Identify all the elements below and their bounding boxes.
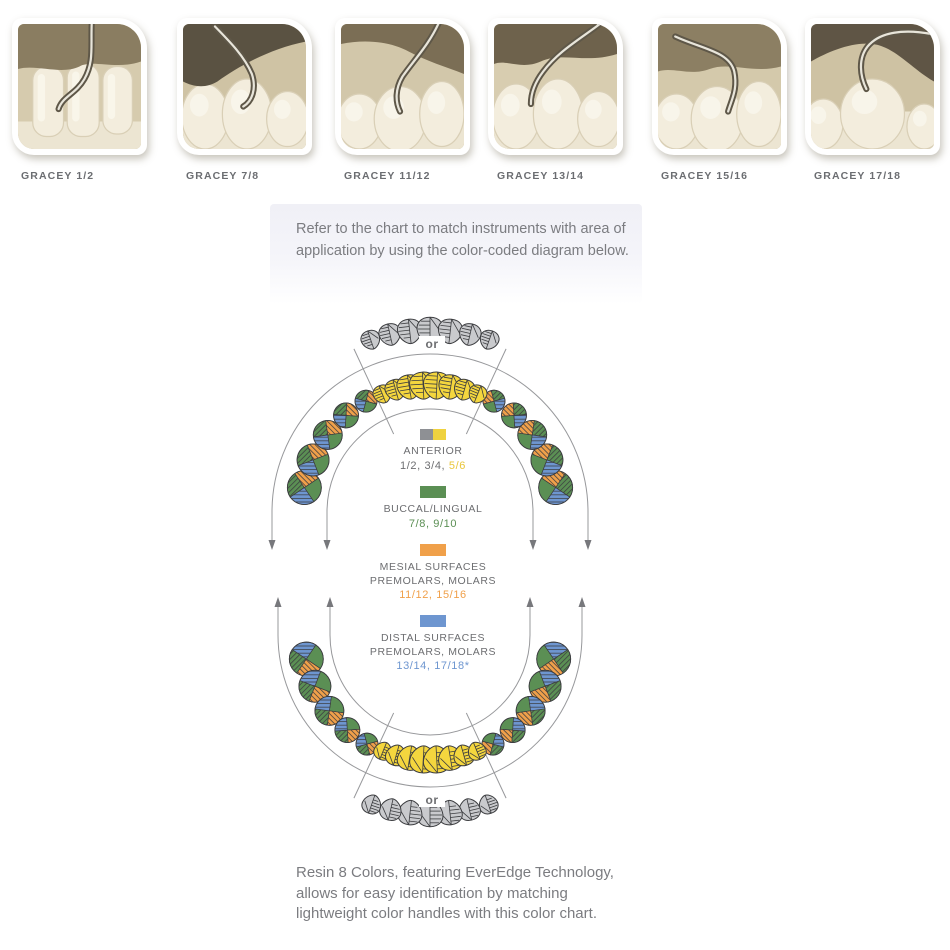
instrument-label: GRACEY 17/18 <box>814 170 902 182</box>
legend-value: 1/2, 3/4, 5/6 <box>400 459 466 472</box>
info-box <box>270 204 642 304</box>
instrument-photo <box>494 24 617 149</box>
legend-label: PREMOLARS, MOLARS <box>369 574 497 587</box>
instrument-label: GRACEY 11/12 <box>344 170 431 182</box>
info-text-line2: application by using the color-coded diagram below. <box>296 242 629 259</box>
legend-swatch <box>433 429 446 440</box>
legend-label: ANTERIOR <box>403 445 463 457</box>
legend-value: 11/12, 15/16 <box>399 589 467 601</box>
photo-card-gracey-17-18 <box>805 18 940 155</box>
instrument-unit-gracey-17-18 <box>805 18 940 182</box>
footer-line1: Resin 8 Colors, featuring EverEdge Technology, <box>296 864 614 881</box>
photo-card-gracey-13-14 <box>488 18 623 155</box>
legend-swatch <box>420 544 446 556</box>
instrument-label: GRACEY 7/8 <box>186 170 260 182</box>
footer-line3: lightweight color handles with this color chart. <box>296 905 597 922</box>
instrument-photo <box>341 24 464 149</box>
legend-label: MESIAL SURFACES <box>379 561 487 573</box>
instrument-unit-gracey-7-8 <box>177 18 312 182</box>
instrument-photo <box>18 24 141 149</box>
info-text-line1: Refer to the chart to match instruments with area of <box>296 221 626 237</box>
instrument-unit-gracey-13-14 <box>488 18 623 182</box>
instrument-label: GRACEY 13/14 <box>497 170 585 182</box>
photo-card-gracey-11-12 <box>335 18 470 155</box>
instrument-photo <box>811 24 934 149</box>
footer-text <box>296 863 614 925</box>
legend-label: DISTAL SURFACES <box>380 632 486 644</box>
legend-item-buccal-lingual <box>283 486 583 531</box>
photo-card-gracey-1-2 <box>12 18 147 155</box>
or-label: or <box>425 337 439 351</box>
photo-card-gracey-15-16 <box>652 18 787 155</box>
legend-value: 13/14, 17/18* <box>396 660 470 672</box>
legend-item-distal-surfaces <box>283 615 583 674</box>
legend-item-anterior <box>283 429 583 473</box>
legend-label: BUCCAL/LINGUAL <box>383 503 483 515</box>
instrument-unit-gracey-11-12 <box>335 18 470 182</box>
instrument-photo <box>183 24 306 149</box>
instrument-unit-gracey-1-2 <box>12 18 147 182</box>
instrument-photo <box>658 24 781 149</box>
legend-swatch <box>420 615 446 627</box>
footer-line2: allows for easy identification by matching <box>296 884 568 902</box>
legend-value: 7/8, 9/10 <box>408 517 458 530</box>
legend-swatch <box>420 429 433 440</box>
legend-swatch <box>420 486 446 498</box>
instrument-unit-gracey-15-16 <box>652 18 787 182</box>
instrument-label: GRACEY 1/2 <box>21 170 95 182</box>
or-label: or <box>425 793 439 807</box>
instrument-label: GRACEY 15/16 <box>661 170 749 182</box>
legend-label: PREMOLARS, MOLARS <box>369 645 497 658</box>
photo-card-gracey-7-8 <box>177 18 312 155</box>
legend-item-mesial-surfaces <box>283 544 583 603</box>
